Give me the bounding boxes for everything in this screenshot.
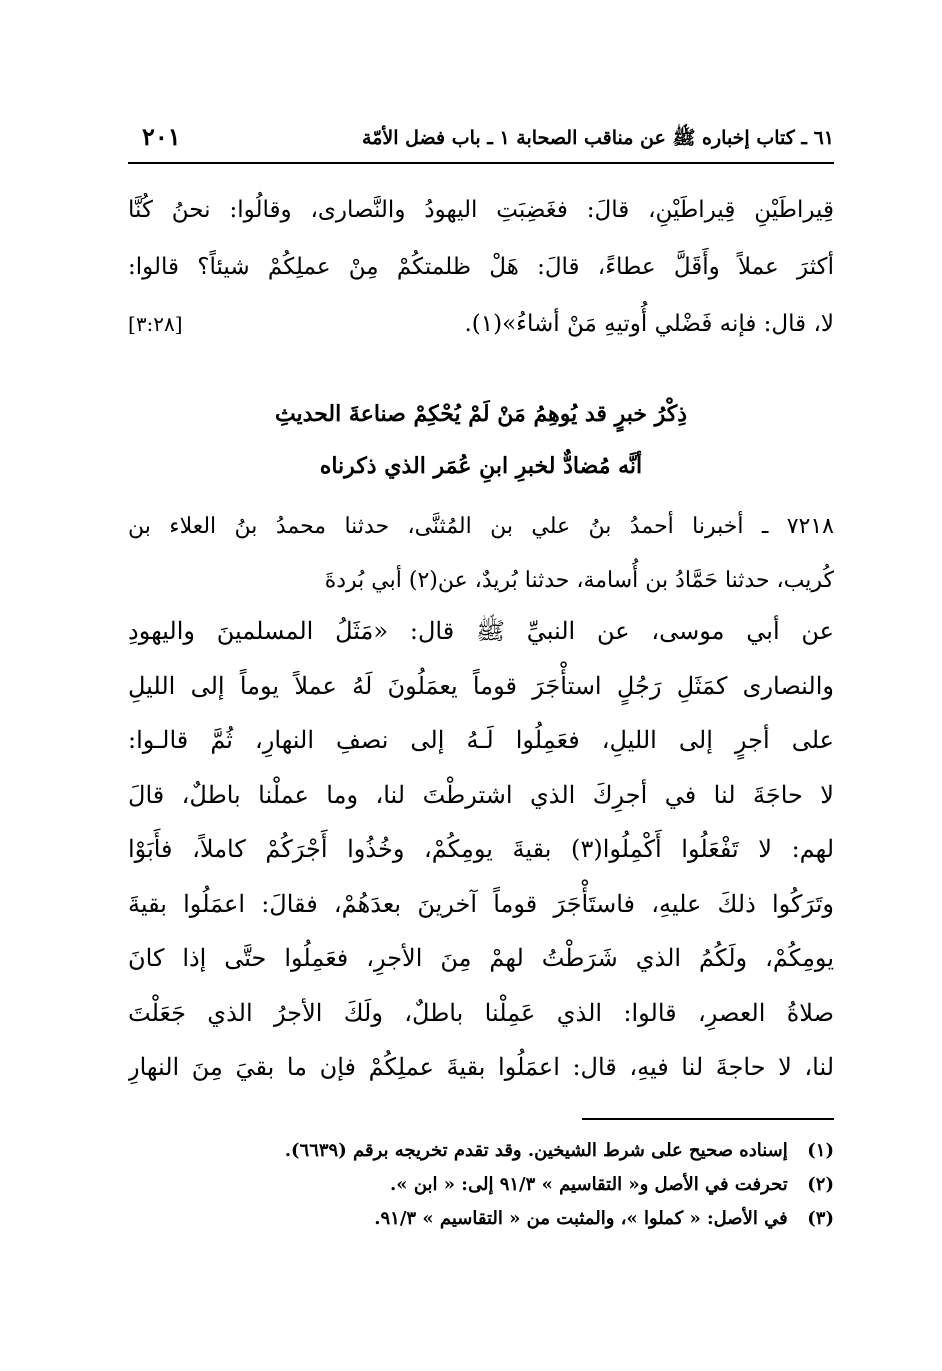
text-line: كُريب، حدثنا حَمَّادُ بن أُسامة، حدثنا بُريدٌ، عن(٢) أبي بُردةَ: [324, 568, 834, 593]
footnote-number: (٣): [807, 1208, 834, 1229]
text-line: عن أبي موسى، عن النبيِّ ﷺ قال: «مَثَلُ المسلمينَ واليهودِ: [128, 617, 834, 645]
text-line: والنصارى كمَثَلِ رَجُلٍ استأْجَرَ قوماً يعمَلُونَ لَهُ عملاً يوماً إلى الليلِ: [128, 671, 834, 700]
footnote-number: (١): [807, 1140, 834, 1161]
text-line: وتَرَكُوا ذلكَ عليهِ، فاستَأْجَرَ قوماً آخرينَ بعدَهُمْ، فقالَ: اعمَلُوا بقيةَ: [128, 889, 834, 918]
footnote-text: تحرفت في الأصل و« التقاسيم » ٩١/٣ إلى: « ابن ».: [390, 1174, 788, 1195]
footnote-text: في الأصل: « كملوا »، والمثبت من « التقاسيم » ٩١/٣.: [374, 1208, 788, 1229]
header-rule: [128, 162, 834, 164]
page-header: [128, 120, 834, 168]
text-line: ٧٢١٨ ـ أخبرنا أحمدُ بنُ علي بن المُثنَّى، حدثنا محمدُ بنُ العلاء بن: [128, 514, 834, 539]
footnote-separator: [582, 1118, 834, 1120]
hadith-matn: [128, 604, 834, 1095]
text-line-with-reference: [128, 296, 834, 353]
continued-hadith-text: [128, 182, 834, 353]
page-number: ٢٠١: [142, 122, 181, 151]
running-head: ٦١ ـ كتاب إخباره ﷺ عن مناقب الصحابة ١ ـ باب فضل الأمّة: [362, 127, 834, 149]
footnote-2: [128, 1168, 834, 1202]
text-line: يومِكُمْ، ولَكُمُ الذي شَرَطْتُ لهمْ مِنَ الأجرِ، فعَمِلُوا حتَّى إذا كانَ: [128, 944, 834, 972]
footnote-1: [128, 1134, 834, 1168]
text-line: صلاةُ العصرِ، قالوا: الذي عَمِلْنا باطلٌ، ولَكَ الأجرُ الذي جَعَلْتَ: [128, 998, 834, 1027]
hadith-reference: [٣:٢٨]: [128, 312, 183, 336]
text-line: لهم: لا تَفْعَلُوا أَكْمِلُوا(٣) بقيةَ يومِكُمْ، وخُذُوا أَجْرَكُمْ كاملاً، فأَبَوْا: [128, 835, 834, 863]
text-line: على أجرٍ إلى الليلِ، فعَمِلُوا لَـهُ إلى نصفِ النهارِ، ثُمَّ قالـوا:: [128, 726, 834, 754]
footnotes: [128, 1134, 834, 1236]
text-line: لا، قال: فإنه فَضْلي أُوتيهِ مَنْ أشاءُ»(١).: [464, 311, 834, 337]
text-line: لا حاجَةَ لنا في أجرِكَ الذي اشترطْتَ لنا، وما عملْنا باطلٌ، قالَ: [128, 780, 834, 809]
footnote-text: إسناده صحيح على شرط الشيخين. وقد تقدم تخريجه برقم (٦٦٣٩).: [284, 1140, 788, 1161]
chapter-heading-line-1: ذِكْرُ خبرٍ قد يُوهِمُ مَنْ لَمْ يُحْكِمْ صناعةَ الحديثِ: [274, 401, 688, 427]
text-line: لنا، لا حاجةَ لنا فيهِ، قال: اعمَلُوا بقيةَ عملِكُمْ فإن ما بقيَ مِنَ النهارِ: [128, 1053, 834, 1081]
text-line: أكثرَ عملاً وأَقَلَّ عطاءً، قالَ: هَلْ ظلمتكُمْ مِنْ عملِكُمْ شيئاً؟ قالوا:: [128, 254, 834, 280]
footnote-3: [128, 1202, 834, 1236]
footnote-number: (٢): [807, 1174, 834, 1195]
chapter-heading-line-2: أنَّه مُضادٌّ لخبرِ ابنِ عُمَر الذي ذكرناه: [319, 453, 643, 479]
hadith-isnad: [128, 500, 834, 608]
text-line: قِيراطَيْنِ قِيراطَيْنِ، قالَ: فغَضِبَتِ اليهودُ والنَّصارى، وقالُوا: نحنُ كُنَّا: [128, 197, 834, 223]
